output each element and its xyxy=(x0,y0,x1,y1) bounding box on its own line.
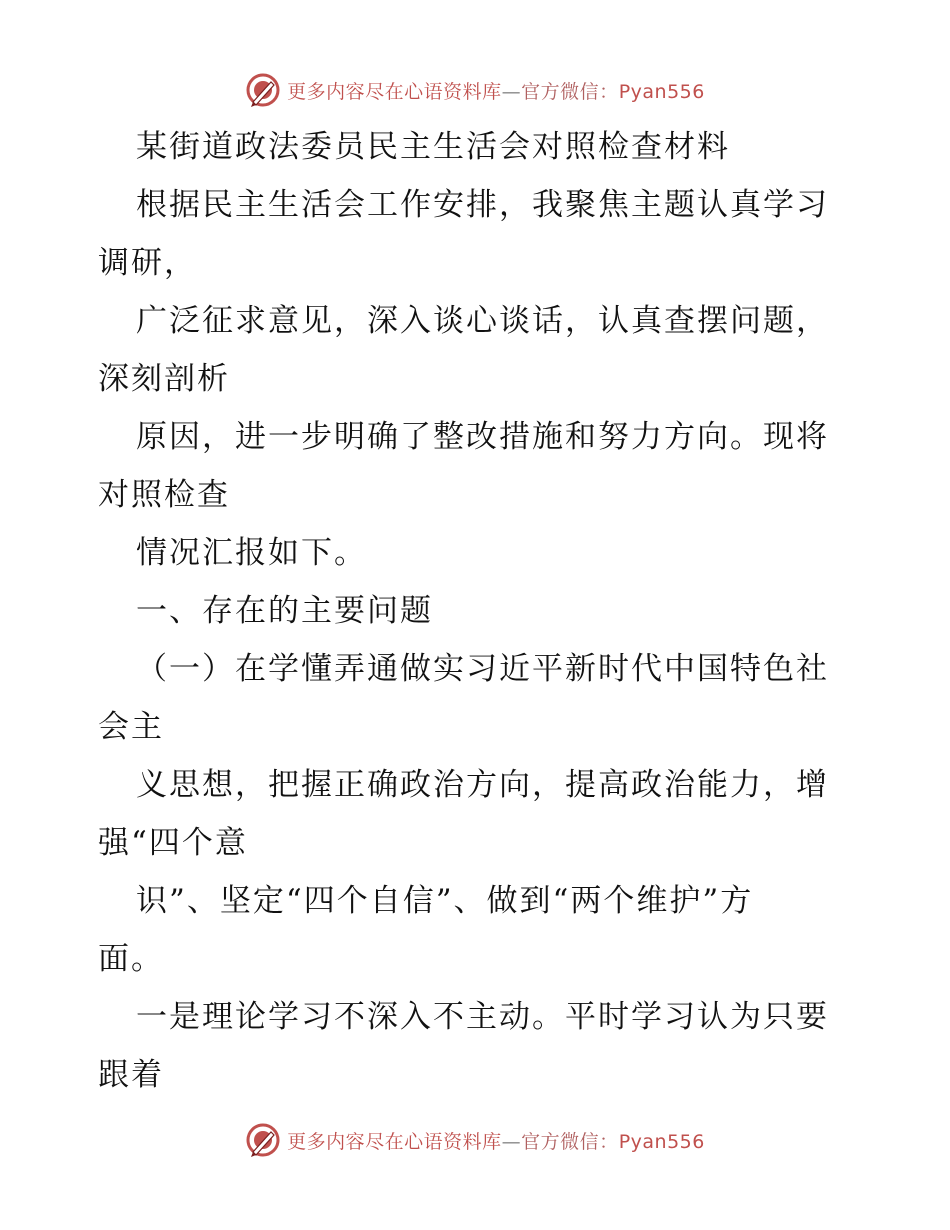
text-line: 会主 xyxy=(98,709,164,745)
text-line: 原因，进一步明确了整改措施和努力方向。现将 xyxy=(136,419,829,455)
watermark-text: 更多内容尽在心语资料库—官方微信：Pyan556 xyxy=(287,1130,705,1153)
header-watermark xyxy=(0,70,950,110)
text-line: 深刻剖析 xyxy=(98,361,230,397)
footer-watermark xyxy=(0,1120,950,1160)
watermark-text: 更多内容尽在心语资料库—官方微信：Pyan556 xyxy=(287,80,705,103)
text-line: 识”、坚定“四个自信”、做到“两个维护”方 xyxy=(136,883,754,919)
document-body xyxy=(98,118,858,1104)
text-line: 调研， xyxy=(98,245,197,281)
text-line: （一）在学懂弄通做实习近平新时代中国特色社 xyxy=(136,651,829,687)
text-line: 跟着 xyxy=(98,1057,164,1093)
text-line: 强“四个意 xyxy=(98,825,248,861)
text-line: 义思想，把握正确政治方向，提高政治能力，增 xyxy=(136,767,829,803)
text-line: 情况汇报如下。 xyxy=(136,535,367,571)
text-line: 根据民主生活会工作安排，我聚焦主题认真学习 xyxy=(136,187,829,223)
document-title: 某街道政法委员民主生活会对照检查材料 xyxy=(136,129,730,165)
pen-logo-icon xyxy=(245,72,281,108)
pen-logo-icon xyxy=(245,1122,281,1158)
text-line: 一、存在的主要问题 xyxy=(136,593,433,629)
text-line: 广泛征求意见，深入谈心谈话，认真查摆问题， xyxy=(136,303,829,339)
text-line: 对照检查 xyxy=(98,477,230,513)
text-line: 面。 xyxy=(98,941,164,977)
text-line: 一是理论学习不深入不主动。平时学习认为只要 xyxy=(136,999,829,1035)
